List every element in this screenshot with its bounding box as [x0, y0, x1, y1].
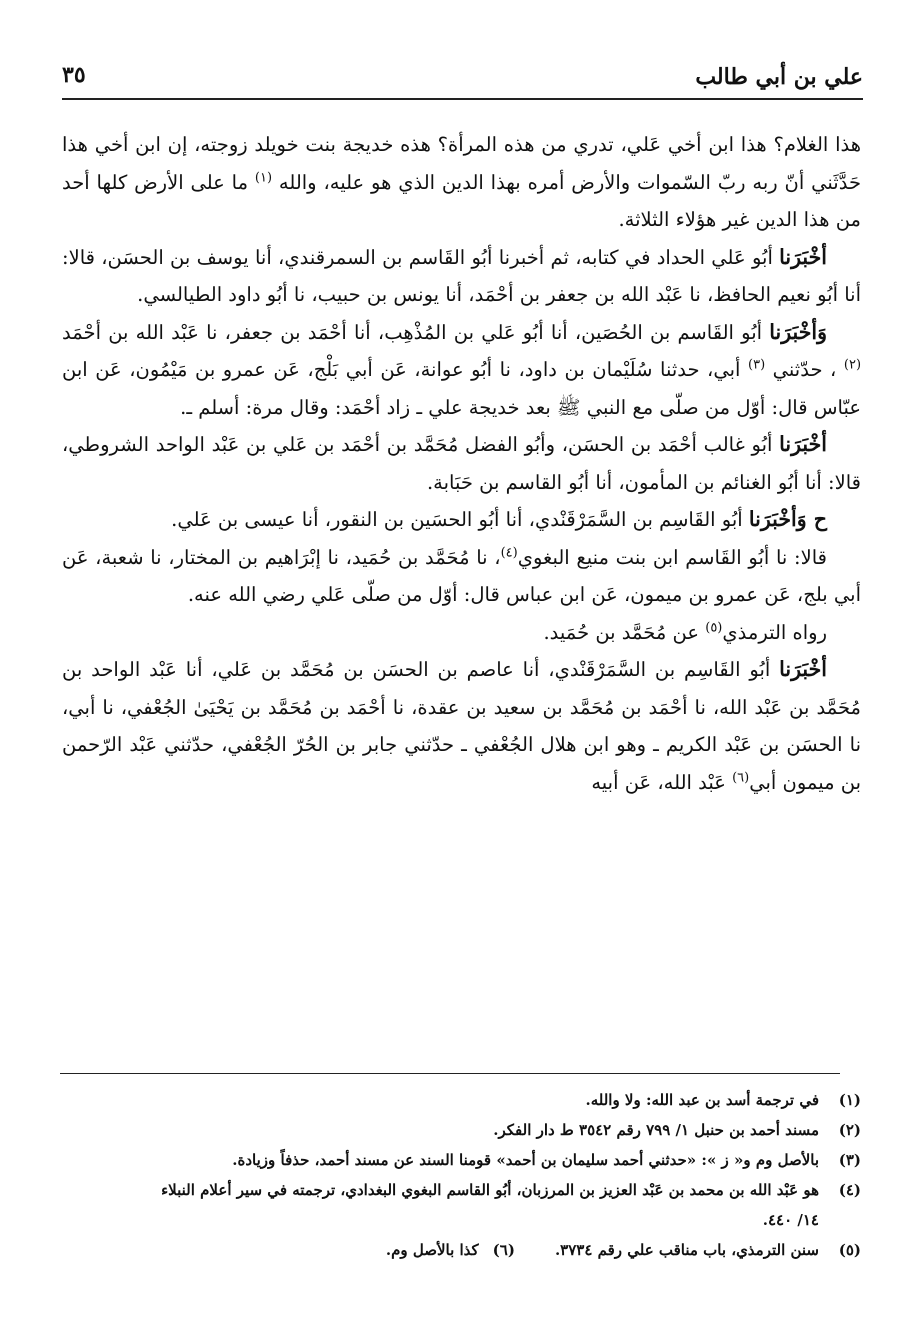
- paragraph-text: قالا: نا أبُو القَاسم ابن بنت منيع البغوي: [517, 545, 827, 569]
- paragraph-2: [62, 239, 861, 314]
- paragraph-text: عَبْد الله، عَن أبيه: [591, 770, 726, 794]
- page-header: [62, 62, 863, 98]
- footnote-ref[interactable]: (٥): [705, 620, 723, 635]
- paragraph-text: ، نا مُحَمَّد بن حُمَيد، نا إبْرَاهيم بن المختار، نا شعبة، عَن أبي بلج، عَن عمرو بن ميمون، عَن ابن عباس قال: أوّل من صلّى عَلي رضي الله عنه.: [62, 545, 861, 606]
- footnote-ref[interactable]: (٤): [500, 545, 518, 560]
- footnote-number: (٢): [838, 1121, 861, 1139]
- footnote: [62, 1115, 861, 1145]
- paragraph-5: [62, 501, 861, 539]
- paragraph-text: أبُو غالب أحْمَد بن الحسَن، وأبُو الفضل مُحَمَّد بن أحْمَد بن عَلي بن عَبْد الواحد الشروطي، قالا: أنا أبُو الغنائم بن المأمون، أنا أبُو القاسم بن حَبَابة.: [62, 433, 861, 494]
- footnote-number: (٥): [838, 1241, 861, 1259]
- footnote: [62, 1145, 861, 1175]
- transmission-keyword: ح وَأخْبَرَنا: [748, 507, 827, 531]
- paragraph-text: ما على الأرض كلها أحد من هذا الدين غير هؤلاء الثلاثة.: [62, 170, 861, 231]
- header-rule: [62, 98, 863, 100]
- footnote-continuation: ١٤/ ٤٤٠.: [762, 1211, 819, 1229]
- footnote-ref[interactable]: (٦): [732, 770, 750, 785]
- paragraph-8: [62, 651, 861, 801]
- paragraph-7: [62, 614, 861, 652]
- footnote-number: (١): [838, 1091, 861, 1109]
- footnote-ref[interactable]: (٢): [843, 357, 862, 373]
- footnote-number: (٣): [838, 1151, 861, 1169]
- paragraph-6: [62, 539, 861, 614]
- paragraph-text: أبُو القَاسِم بن السَّمَرْقَنْدي، أنا أبُو الحسَين بن النقور، أنا عيسى بن عَلي.: [171, 508, 743, 531]
- footnote-text: سنن الترمذي، باب مناقب علي رقم ٣٧٣٤.: [554, 1241, 819, 1259]
- transmission-keyword: أخْبَرَنا: [779, 432, 827, 456]
- paragraph-text: عن مُحَمَّد بن حُمَيد.: [543, 620, 700, 644]
- footnote-text: بالأصل وم و« ز »: «حدثني أحمد سليمان بن أحمد» قومنا السند عن مسند أحمد، حذفاً وزيادة.: [232, 1151, 819, 1169]
- main-text: [62, 126, 861, 801]
- paragraph-text: أبُو القَاسِم بن السَّمَرْقَنْدي، أنا عاصم بن الحسَن بن مُحَمَّد بن عَلي، أنا عَبْد الواحد بن مُحَمَّد بن عَبْد الله، نا أحْمَد بن مُحَمَّد بن سعيد بن عقدة، نا أحْمَد بن مُحَمَّد بن يَحْيَىٰ الجُعْفي، نا أبي، نا الحسَن بن عَبْد الكريم ـ وهو ابن هلال الجُعْفي ـ حدّثني جابر بن الحُرّ الجُعْفي، حدّثني عَبْد الرّحمن بن ميمون أبي: [62, 658, 861, 794]
- footnote: [62, 1085, 861, 1115]
- paragraph-1: [62, 126, 861, 239]
- page-number: ٣٥: [62, 62, 86, 88]
- running-title: علي بن أبي طالب: [695, 64, 863, 90]
- footnote-text: مسند أحمد بن حنبل ١/ ٧٩٩ رقم ٣٥٤٢ ط دار الفكر.: [493, 1121, 819, 1139]
- footnote-text: في ترجمة أسد بن عبد الله: ولا والله.: [585, 1091, 819, 1109]
- paragraph-3: [62, 314, 861, 427]
- footnote-ref[interactable]: (١): [254, 170, 273, 185]
- footnote-text: هو عَبْد الله بن محمد بن عَبْد العزيز بن المرزبان، أبُو القاسم البغوي البغدادي، ترجمته في سير أعلام النبلاء: [161, 1181, 819, 1199]
- footnote: [62, 1175, 861, 1205]
- paragraph-text: أبُو عَلي الحداد في كتابه، ثم أخبرنا أبُو القَاسم بن السمرقندي، أنا يوسف بن الحسَن، قالا: أنا أبُو نعيم الحافظ، نا عَبْد الله بن جعفر بن أحْمَد، أنا يونس بن حبيب، نا أبُو داود الطيالسي.: [62, 245, 861, 306]
- paragraph-text: هذا الغلام؟ هذا ابن أخي عَلي، تدري من هذه المرأة؟ هذه خديجة بنت خويلد زوجته، إن ابن أخي هذا حَدَّثَني أنّ ربه ربّ السّموات والأرض أمره بهذا الدين الذي هو عليه، والله: [62, 133, 861, 194]
- paragraph-text: ، حدّثني: [772, 358, 837, 381]
- paragraph-4: [62, 426, 861, 501]
- footnotes: [62, 1085, 861, 1265]
- transmission-keyword: أخْبَرَنا: [779, 657, 827, 681]
- footnote-number: (٦): [492, 1241, 515, 1259]
- paragraph-text: أبُو القَاسم بن الحُصَين، أنا أبُو عَلي بن المُذْهِب، أنا أحْمَد بن جعفر، نا عَبْد الله بن أحْمَد: [62, 320, 763, 344]
- paragraph-text: أبي، حدثنا سُلَيْمان بن داود، نا أبُو عوانة، عَن أبي بَلْج، عَن عمرو بن مَيْمُون، عَن ابن عبّاس قال: أوّل من صلّى مع النبي ﷺ بعد خديجة علي ـ زاد أحْمَد: وقال مرة: أسلم ـ.: [62, 358, 861, 419]
- footnote: [62, 1235, 861, 1265]
- footnote-text: كذا بالأصل وم.: [385, 1241, 479, 1259]
- footnote-ref[interactable]: (٣): [748, 357, 766, 373]
- footnote-number: (٤): [838, 1181, 861, 1199]
- footnote-rule: [60, 1073, 840, 1074]
- paragraph-text: رواه الترمذي: [722, 620, 827, 644]
- transmission-keyword: وَأخْبَرَنا: [769, 319, 827, 344]
- transmission-keyword: أخْبَرَنا: [779, 244, 827, 269]
